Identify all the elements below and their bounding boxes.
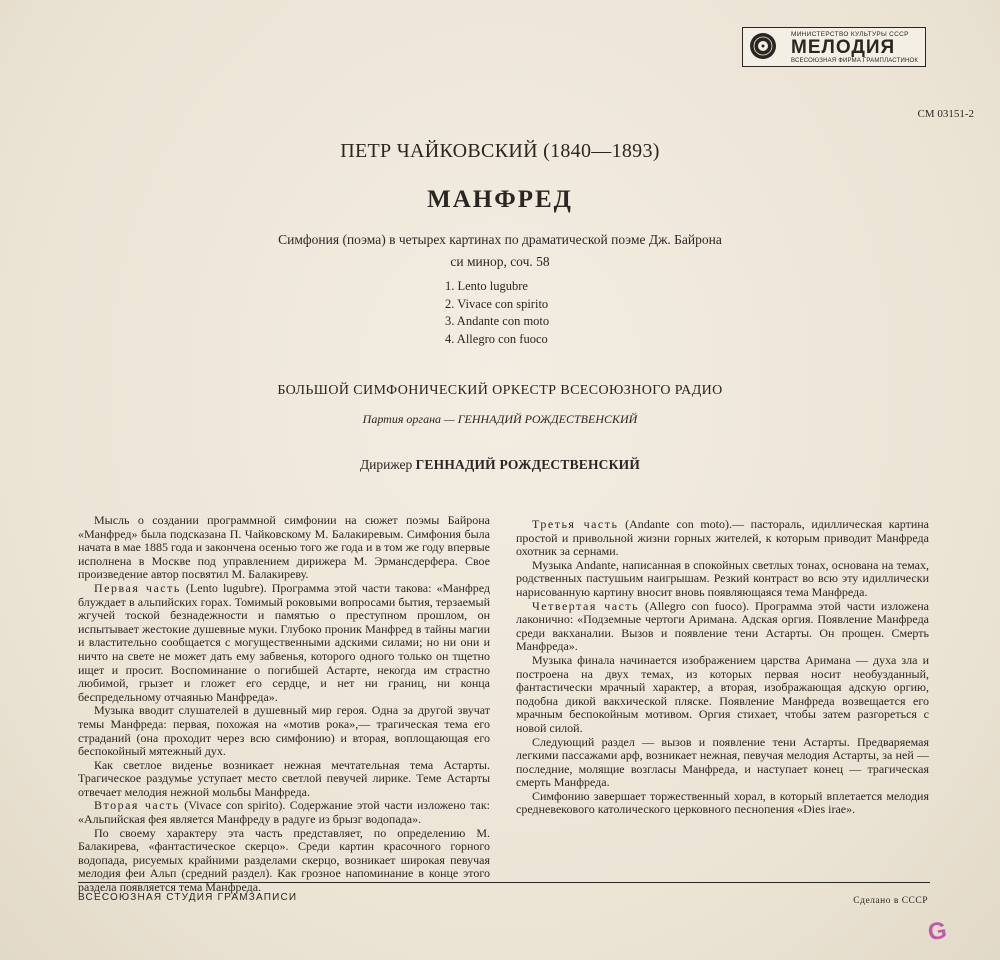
movement-item: 1. Lento lugubre — [445, 279, 528, 293]
studio-credit: ВСЕСОЮЗНАЯ СТУДИЯ ГРАМЗАПИСИ — [78, 892, 298, 903]
section-heading: Третья часть — [532, 517, 619, 531]
made-in-ussr: Сделано в СССР — [853, 896, 928, 906]
logo-firm: ВСЕСОЮЗНАЯ ФИРМА ГРАМПЛАСТИНОК — [791, 58, 919, 64]
notes-column-right — [516, 518, 929, 817]
work-subtitle: Симфония (поэма) в четырех картинах по драматической поэме Дж. Байрона — [278, 232, 722, 247]
organ-credit: Партия органа — ГЕННАДИЙ РОЖДЕСТВЕНСКИЙ — [362, 412, 638, 426]
handwritten-mark: G — [926, 916, 949, 947]
movement-list — [445, 279, 549, 349]
logo-ministry: МИНИСТЕРСТВО КУЛЬТУРЫ СССР — [791, 31, 909, 38]
notes-paragraph: Музыка Andante, написанная в спокойных светлых тонах, основана на темах, родственных пастушьим наигрышам. Резкий контраст во всю эту идиллически нарисованную картину вносит вновь появляющаяся тема Манфреда. — [516, 557, 929, 599]
movement-item: 2. Vivace con spirito — [445, 296, 549, 311]
conductor-label: Дирижер — [359, 457, 413, 472]
notes-paragraph: Музыка вводит слушателей в душевный мир героя. Одна за другой звучат темы Манфреда: первая, похожая на «мотив рока»,— трагическая тема его страданий (она проходит через всю симфонию) и вторая, воплощающая его беспокойный мятежный дух. — [78, 703, 490, 759]
conductor-credit — [0, 457, 1000, 473]
notes-paragraph: Музыка финала начинается изображением царства Аримана — духа зла и построена на двух темах, из которых первая носит необузданный, фантастически мрачный характер, а вторая, изображающая адскую оргию, подобна дикой вакхической пляске. Появление Манфреда возвещается его мрачным беспокойным мотивом. Оргия стихает, чтобы затем разгореться с новой силой. — [516, 652, 929, 735]
work-key: си минор, соч. 58 — [450, 254, 550, 269]
notes-paragraph: Как светлое виденье возникает нежная мечтательная тема Астарты. Трагическое раздумье уступает место светлой певучей лирике. Теме Астарты отвечает мелодия нежной мольбы Манфреда. — [78, 757, 490, 799]
notes-paragraph: Следующий раздел — вызов и появление тени Астарты. Предваряемая легкими пассажами арф, возникает нежная, певучая мелодия Астарты, за ней — последние, молящие возгласы Манфреда, и наступает конец — трагическая смерть Манфреда. — [516, 734, 929, 790]
melodiya-logo — [742, 27, 926, 67]
notes-paragraph: Четвертая часть (Allegro con fuoco). Программа этой части изложена лаконично: «Подземные чертоги Аримана. Адская оргия. Появление Манфреда среди вакханалии. Вызов и появление тени Астарты. Он прощен. Смерть Манфреда». — [516, 598, 929, 654]
section-heading: Четвертая часть — [532, 598, 640, 613]
orchestra-credit: БОЛЬШОЙ СИМФОНИЧЕСКИЙ ОРКЕСТР ВСЕСОЮЗНОГО РАДИО — [277, 383, 723, 398]
notes-column-left — [78, 514, 490, 895]
record-disc-icon — [749, 32, 777, 60]
footer-divider — [78, 882, 930, 883]
composer-title: ПЕТР ЧАЙКОВСКИЙ (1840—1893) — [340, 140, 660, 162]
section-heading: Вторая часть — [94, 798, 180, 813]
notes-paragraph: Мысль о создании программной симфонии на сюжет поэмы Байрона «Манфред» была подсказана П. Чайковскому М. Балакиревым. Симфония была начата в мае 1885 года и закончена осенью того же года и в том же году впервые исполнена в Москве под управлением дирижера М. Эрмансдерфера. Свое произведение автор посвятил М. Балакиреву. — [78, 513, 490, 582]
notes-paragraph: Симфонию завершает торжественный хорал, в который вплетается мелодия средневекового католического церковного песнопения «Dies irae». — [516, 788, 929, 817]
notes-paragraph: Третья часть (Andante con moto).— пастораль, идиллическая картина простой и привольной жизни горных жителей, к которым приводит Манфреда охотник за сернами. — [516, 517, 930, 559]
catalog-number: СМ 03151-2 — [917, 108, 974, 120]
movement-item: 4. Allegro con fuoco — [445, 331, 548, 346]
movement-item: 3. Andante con moto — [445, 314, 550, 328]
section-heading: Первая часть — [94, 580, 181, 595]
logo-brand: МЕЛОДИЯ — [791, 37, 896, 58]
notes-paragraph: Вторая часть (Vivace con spirito). Содержание этой части изложено так: «Альпийская фея является Манфреду в радуге из брызг водопада». — [78, 798, 490, 827]
notes-paragraph: Первая часть (Lento lugubre). Программа этой части такова: «Манфред блуждает в альпийских горах. Томимый роковыми вопросами бытия, терзаемый жгучей тоской безнадежности и памятью о преступном прошлом, он испытывает жестокие душевные муки. Глубоко проник Манфред в тайны магии и властительно сообщается с могущественными адскими силами; но ни они и ничто на свете не может дать ему забвенья, которого одного только он тщетно ищет и просит. Воспоминание о погибшей Астарте, некогда им страстно любимой, грызет и гложет его сердце, и нет ни границ, ни конца беспредельному отчаянью Манфреда». — [78, 580, 490, 704]
conductor-name: ГЕННАДИЙ РОЖДЕСТВЕНСКИЙ — [415, 457, 641, 472]
work-title: МАНФРЕД — [427, 186, 573, 213]
notes-paragraph: По своему характеру эта часть представляет, по определению М. Балакирева, «фантастическое скерцо». Среди картин красочного горного водопада, рисуемых крайними разделами скерцо, возникает широкая певучая мелодия феи Альп (средний раздел). Как грозное напоминание в конце этого раздела появляется тема Манфреда. — [78, 825, 490, 895]
